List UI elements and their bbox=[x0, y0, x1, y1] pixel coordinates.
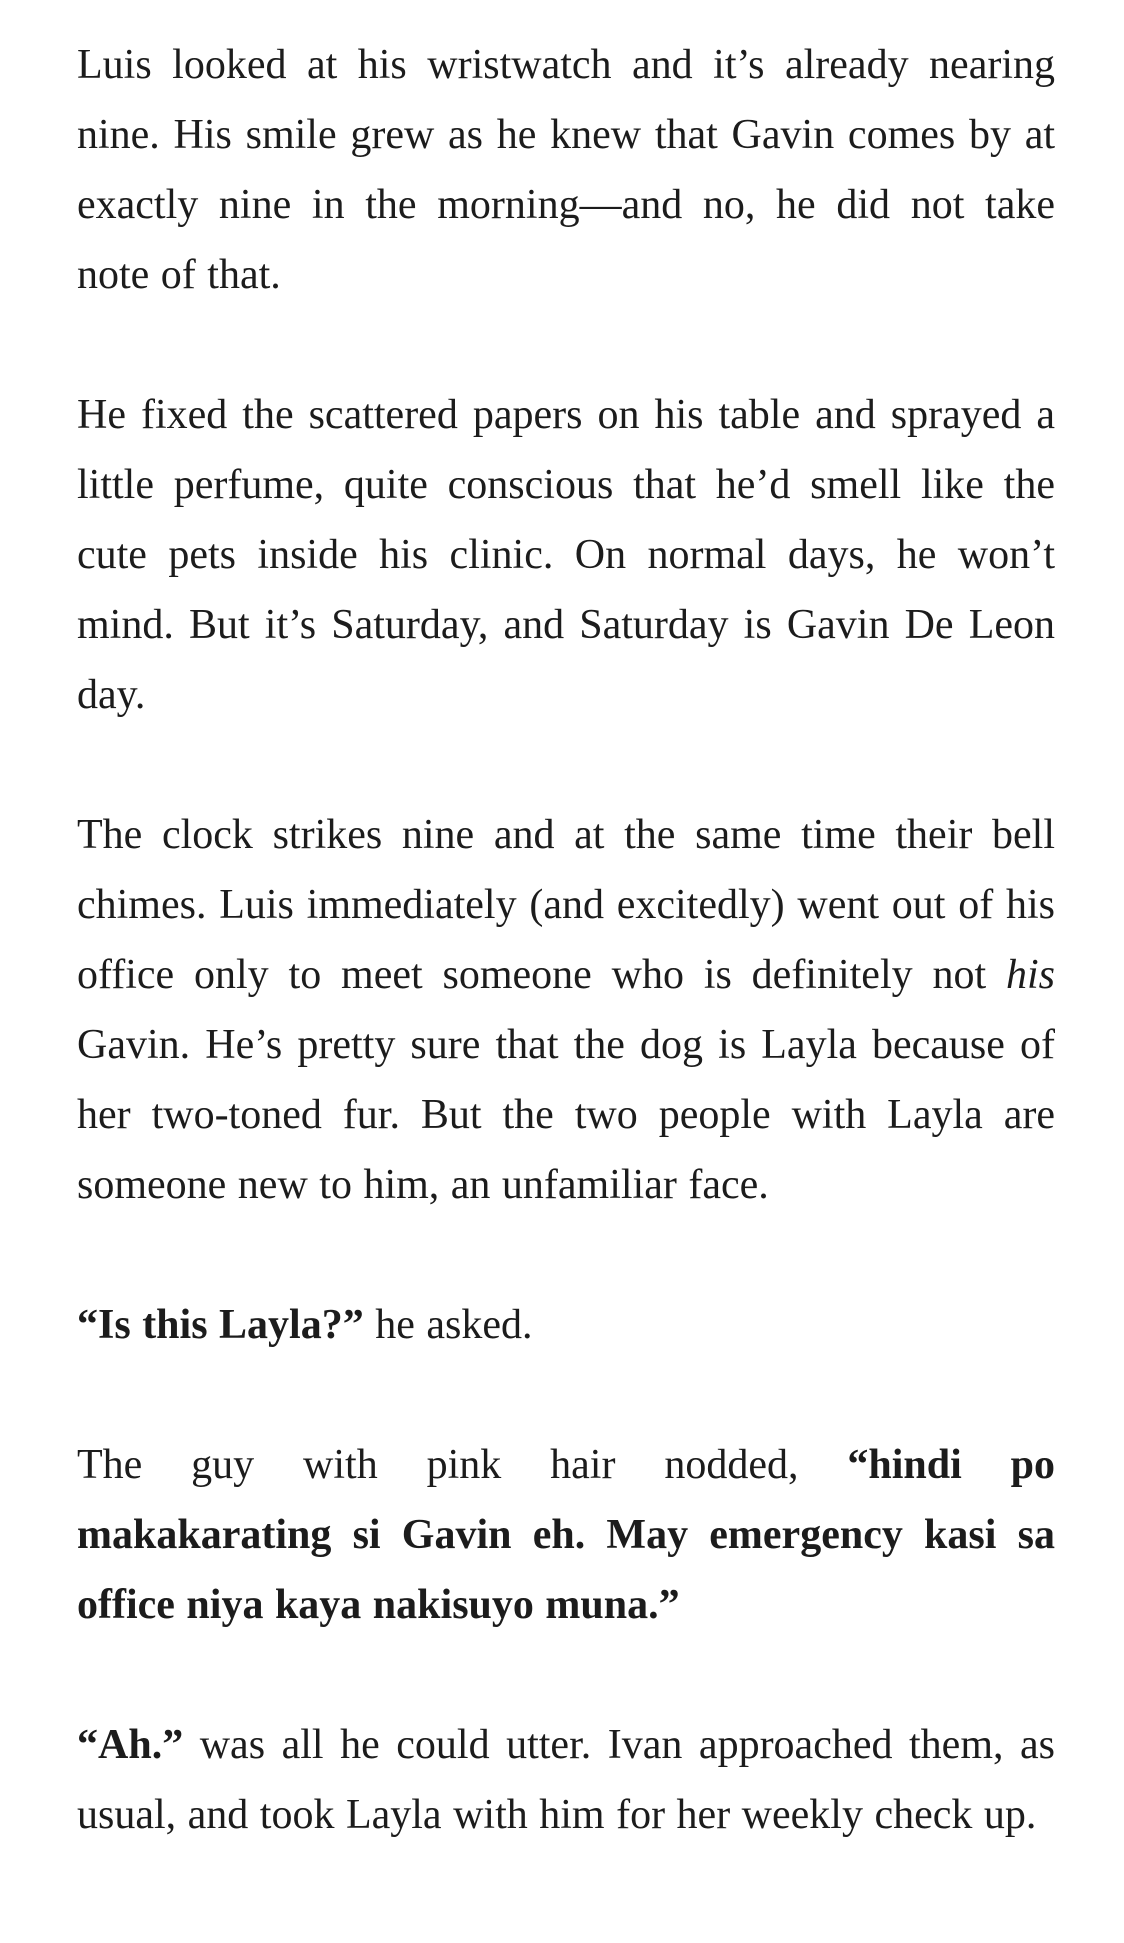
paragraph-1: Luis looked at his wristwatch and it’s already nearing nine. His smile grew as he knew that Gavin comes by at exactly nine in the morning—and no, he did not take note of that. bbox=[77, 42, 1055, 298]
paragraph-6-dialogue: “Ah.” bbox=[77, 1722, 184, 1768]
story-text bbox=[77, 30, 1055, 1850]
paragraph-5 bbox=[77, 1430, 1055, 1640]
paragraph-2: He fixed the scattered papers on his table and sprayed a little perfume, quite conscious that he’d smell like the cute pets inside his clinic. On normal days, he won’t mind. But it’s Saturday, and Saturday is Gavin De Leon day. bbox=[77, 392, 1055, 718]
paragraph-5-text: The guy with pink hair nodded, bbox=[77, 1442, 848, 1488]
paragraph-3-emphasis: his bbox=[1005, 952, 1055, 998]
paragraph-4 bbox=[77, 1290, 1055, 1360]
paragraph-4-text: he asked. bbox=[363, 1302, 533, 1348]
paragraph-6 bbox=[77, 1710, 1055, 1850]
paragraph-3 bbox=[77, 800, 1055, 1220]
paragraph-5-dialogue: “hindi po makakarating si Gavin eh. May emergency kasi sa office niya kaya nakisuyo muna.” bbox=[77, 1442, 1055, 1628]
paragraph-6-text: was all he could utter. Ivan approached them, as usual, and took Layla with him for her weekly check up. bbox=[77, 1722, 1055, 1838]
paragraph-4-dialogue: “Is this Layla?” bbox=[77, 1302, 364, 1348]
paragraph-3-text-start: The clock strikes nine and at the same time their bell chimes. Luis immediately (and excitedly) went out of his office only to meet someone who is definitely not bbox=[77, 812, 1055, 998]
paragraph-3-text-end: Gavin. He’s pretty sure that the dog is Layla because of her two-toned fur. But the two people with Layla are someone new to him, an unfamiliar face. bbox=[77, 1022, 1055, 1208]
